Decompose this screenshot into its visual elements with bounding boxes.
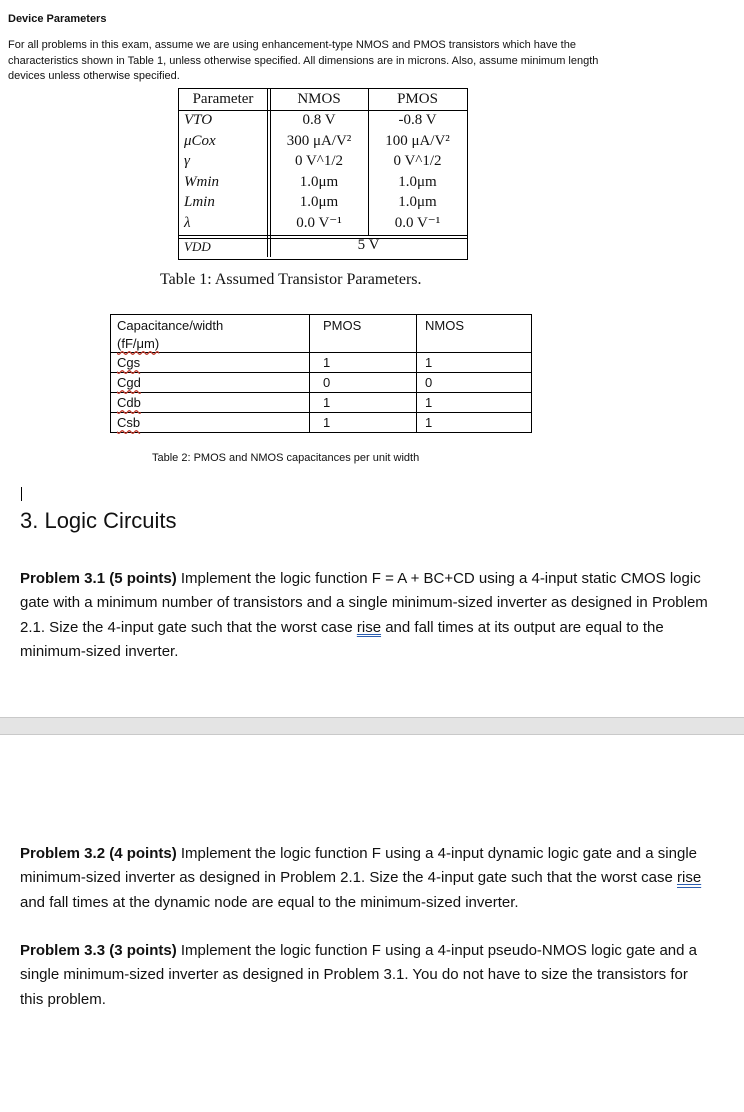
problem-3-2-text-a: Implement the logic function F using a 4-input dynamic logic gate and a single minimum-sized inverter as designed in Problem 2.1. Size the 4-input gate such that the worst case <box>20 845 698 887</box>
section-title: Device Parameters <box>8 13 107 25</box>
intro-paragraph: For all problems in this exam, assume we are using enhancement-type NMOS and PMOS transistors which have the characteristics shown in Table 1, unless otherwise specified. All dimensions are in microns. Also, assume minimum length devices unless otherwise specified. <box>8 39 599 82</box>
t1-nmos-4: 1.0μm <box>299 194 339 210</box>
t1-vdd-label: VDD <box>184 239 211 254</box>
t2-row-1-name: Cgd <box>117 375 141 390</box>
transistor-parameters-table <box>178 88 468 260</box>
t2-row-3-name: Csb <box>117 415 141 430</box>
t1-param-0: VTO <box>184 112 213 128</box>
t2-row-0-nmos: 1 <box>425 355 433 370</box>
t1-param-4: Lmin <box>184 194 215 210</box>
t1-pmos-2: 0 V^1/2 <box>393 153 442 169</box>
t2-row-3-nmos: 1 <box>425 415 433 430</box>
section-heading: 3. Logic Circuits <box>20 508 177 533</box>
t1-nmos-2: 0 V^1/2 <box>294 153 344 169</box>
text-cursor <box>21 487 22 501</box>
t1-vdd-value: 5 V <box>357 237 380 253</box>
t1-param-2: γ <box>184 153 190 169</box>
problem-3-1-label: Problem 3.1 (5 points) <box>20 570 177 587</box>
t2-header-param-1: Capacitance/width <box>117 318 224 333</box>
t2-header-param-2: (fF/μm) <box>117 336 160 351</box>
t1-pmos-5: 0.0 V⁻¹ <box>394 214 441 231</box>
problem-3-1-text-b: and fall times at its output are equal to the minimum-sized inverter. <box>20 618 664 660</box>
t2-row-1-pmos: 0 <box>323 375 331 390</box>
t2-row-3-pmos: 1 <box>323 415 331 430</box>
problem-3-3-label: Problem 3.3 (3 points) <box>20 942 177 959</box>
t1-param-1: μCox <box>184 132 216 149</box>
problem-3-2-marked-word: rise <box>677 869 702 887</box>
t1-pmos-1: 100 μA/V² <box>385 132 450 149</box>
t2-row-1-nmos: 0 <box>425 375 433 390</box>
t1-nmos-5: 0.0 V⁻¹ <box>296 214 342 231</box>
t1-header-nmos: NMOS <box>297 91 341 107</box>
t1-header-parameter: Parameter <box>192 91 254 107</box>
t2-row-0-name: Cgs <box>117 355 141 370</box>
t1-pmos-3: 1.0μm <box>398 173 437 190</box>
t2-row-2-nmos: 1 <box>425 395 433 410</box>
problem-3-2 <box>20 842 710 915</box>
problem-3-3-text: Implement the logic function F using a 4-input pseudo-NMOS logic gate and a single minimum-sized inverter as designed in Problem 3.1. You do not have to size the transistors for this problem. <box>20 942 697 1008</box>
t1-param-5: λ <box>184 214 191 231</box>
table1-caption: Table 1: Assumed Transistor Parameters. <box>160 271 422 288</box>
t2-header-nmos: NMOS <box>425 318 464 333</box>
problem-3-1-text-a: Implement the logic function F = A + BC+CD using a 4-input static CMOS logic gate with a minimum number of transistors and a single minimum-sized inverter as designed in Problem 2.1. Size the 4-input gate such that the worst case <box>20 570 708 636</box>
page-break <box>0 717 744 735</box>
problem-3-1-marked-word: rise <box>356 618 382 636</box>
t1-param-3: Wmin <box>184 173 219 190</box>
t1-nmos-3: 1.0μm <box>299 173 339 190</box>
t1-header-pmos: PMOS <box>397 91 438 107</box>
t1-pmos-4: 1.0μm <box>398 194 437 210</box>
t2-header-pmos: PMOS <box>323 318 362 333</box>
t2-row-2-name: Cdb <box>117 395 141 410</box>
t2-row-2-pmos: 1 <box>323 395 331 410</box>
problem-3-1 <box>20 567 710 664</box>
t1-nmos-1: 300 μA/V² <box>286 132 352 149</box>
problem-3-2-label: Problem 3.2 (4 points) <box>20 845 177 862</box>
t1-pmos-0: -0.8 V <box>398 112 437 128</box>
t2-row-0-pmos: 1 <box>323 355 331 370</box>
table2-caption: Table 2: PMOS and NMOS capacitances per unit width <box>152 452 420 464</box>
t1-nmos-0: 0.8 V <box>302 112 336 128</box>
problem-3-2-text-b: and fall times at the dynamic node are equal to the minimum-sized inverter. <box>20 893 519 911</box>
capacitance-table <box>110 314 532 433</box>
problem-3-3 <box>20 939 710 1012</box>
